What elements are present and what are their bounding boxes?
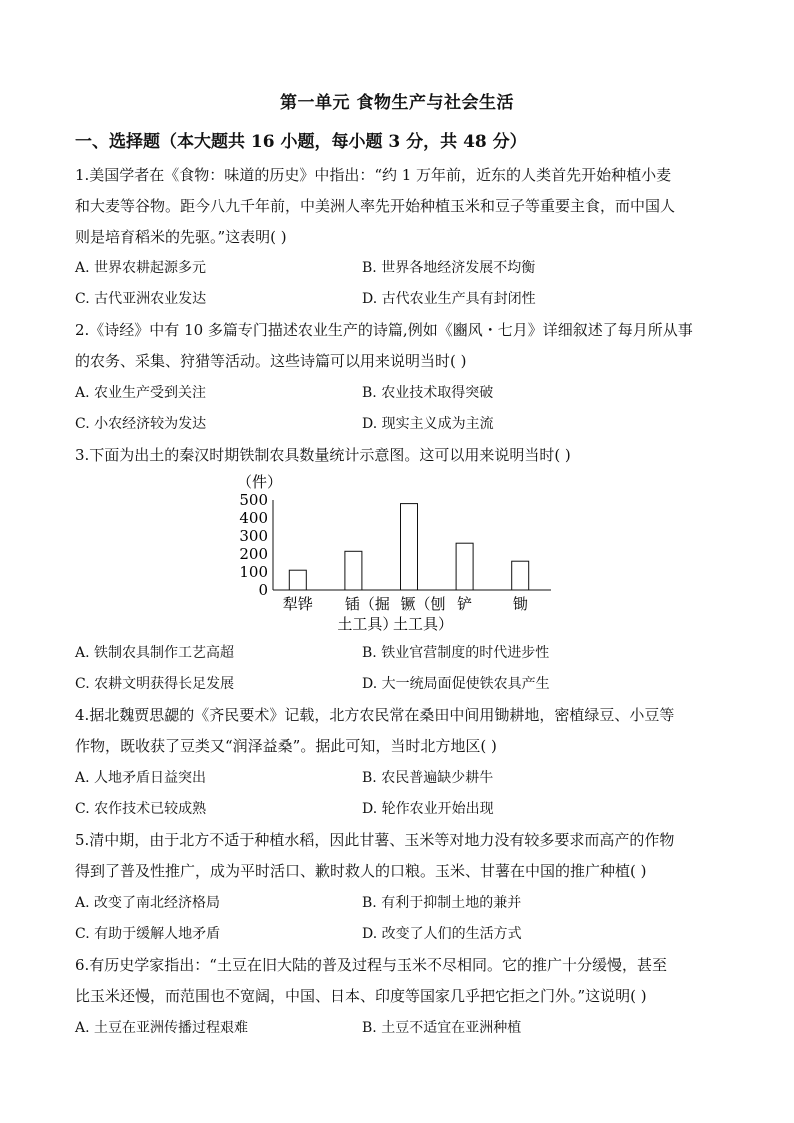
option-b: B. 有利于抑制土地的兼并 bbox=[362, 895, 522, 911]
question-line: 1.美国学者在《食物：味道的历史》中指出：“约 1 万年前，近东的人类首先开始种植小麦 bbox=[75, 166, 672, 184]
y-tick-label: 0 bbox=[258, 581, 268, 599]
y-tick-label: 200 bbox=[239, 545, 268, 563]
iron-tools-bar-chart bbox=[225, 470, 565, 640]
question-2 bbox=[75, 315, 725, 377]
x-tick-label: 犁铧 bbox=[282, 595, 313, 613]
option-c: C. 古代亚洲农业发达 bbox=[75, 291, 207, 307]
bar-3 bbox=[456, 543, 473, 590]
bar-0 bbox=[289, 570, 306, 590]
question-line: 比玉米还慢，而范围也不宽阔，中国、日本、印度等国家几乎把它拒之门外。”这说明( ) bbox=[75, 987, 647, 1005]
option-d: D. 古代农业生产具有封闭性 bbox=[362, 291, 536, 307]
option-d: D. 大一统局面促使铁农具产生 bbox=[362, 676, 550, 692]
option-c: C. 小农经济较为发达 bbox=[75, 416, 207, 432]
y-tick-label: 500 bbox=[239, 491, 268, 509]
option-a: A. 铁制农具制作工艺高超 bbox=[75, 645, 235, 661]
y-axis-label: （件） bbox=[237, 473, 283, 491]
x-tick-label: 锄 bbox=[512, 595, 528, 613]
option-b: B. 世界各地经济发展不均衡 bbox=[362, 260, 536, 276]
question-line: 则是培育稻米的先驱。”这表明( ) bbox=[75, 228, 287, 246]
option-d: D. 现实主义成为主流 bbox=[362, 416, 494, 432]
x-tick-label: 镢（刨 bbox=[400, 595, 446, 613]
question-6 bbox=[75, 950, 725, 1012]
option-d: D. 改变了人们的生活方式 bbox=[362, 926, 522, 942]
question-4 bbox=[75, 700, 725, 762]
option-b: B. 土豆不适宜在亚洲种植 bbox=[362, 1020, 522, 1036]
question-line: 的农务、采集、狩猎等活动。这些诗篇可以用来说明当时( ) bbox=[75, 352, 467, 370]
question-line: 和大麦等谷物。距今八九千年前，中美洲人率先开始种植玉米和豆子等重要主食，而中国人 bbox=[75, 197, 676, 215]
question-line: 作物，既收获了豆类又“润泽益桑”。据此可知，当时北方地区( ) bbox=[75, 737, 497, 755]
option-a: A. 世界农耕起源多元 bbox=[75, 260, 207, 276]
bar-2 bbox=[401, 504, 418, 590]
question-line: 3.下面为出土的秦汉时期铁制农具数量统计示意图。这可以用来说明当时( ) bbox=[75, 446, 571, 464]
option-b: B. 铁业官营制度的时代进步性 bbox=[362, 645, 550, 661]
question-3 bbox=[75, 440, 725, 471]
option-a: A. 人地矛盾日益突出 bbox=[75, 770, 207, 786]
bar-1 bbox=[345, 551, 362, 590]
document-title: 第一单元 食物生产与社会生活 bbox=[280, 93, 514, 113]
bar-4 bbox=[512, 561, 529, 590]
question-line: 4.据北魏贾思勰的《齐民要术》记载，北方农民常在桑田中间用锄耕地，密植绿豆、小豆等 bbox=[75, 706, 675, 724]
y-tick-label: 400 bbox=[239, 509, 268, 527]
x-tick-label: 锸（掘 bbox=[344, 595, 390, 613]
x-tick-label-wrap: 土工具） bbox=[337, 615, 398, 633]
x-tick-label-wrap: 土工具） bbox=[392, 615, 454, 633]
option-b: B. 农业技术取得突破 bbox=[362, 385, 494, 401]
question-line: 5.清中期，由于北方不适于种植水稻，因此甘薯、玉米等对地力没有较多要求而高产的作物 bbox=[75, 831, 675, 849]
option-c: C. 农作技术已较成熟 bbox=[75, 801, 207, 817]
question-line: 6.有历史学家指出：“土豆在旧大陆的普及过程与玉米不尽相同。它的推广十分缓慢，甚至 bbox=[75, 956, 667, 974]
question-line: 得到了普及性推广，成为平时活口、歉时救人的口粮。玉米、甘薯在中国的推广种植( ) bbox=[75, 862, 647, 880]
option-a: A. 土豆在亚洲传播过程艰难 bbox=[75, 1020, 249, 1036]
option-c: C. 有助于缓解人地矛盾 bbox=[75, 926, 221, 942]
question-5 bbox=[75, 825, 725, 887]
option-a: A. 改变了南北经济格局 bbox=[75, 895, 221, 911]
y-tick-label: 100 bbox=[239, 563, 268, 581]
x-tick-label: 铲 bbox=[457, 595, 473, 613]
option-b: B. 农民普遍缺少耕牛 bbox=[362, 770, 494, 786]
option-d: D. 轮作农业开始出现 bbox=[362, 801, 494, 817]
section-heading: 一、选择题（本大题共 16 小题，每小题 3 分，共 48 分） bbox=[75, 132, 527, 152]
y-tick-label: 300 bbox=[239, 527, 268, 545]
option-c: C. 农耕文明获得长足发展 bbox=[75, 676, 235, 692]
question-line: 2.《诗经》中有 10 多篇专门描述农业生产的诗篇,例如《豳风・七月》详细叙述了每月所从事 bbox=[75, 321, 693, 339]
option-a: A. 农业生产受到关注 bbox=[75, 385, 207, 401]
question-1 bbox=[75, 160, 725, 253]
